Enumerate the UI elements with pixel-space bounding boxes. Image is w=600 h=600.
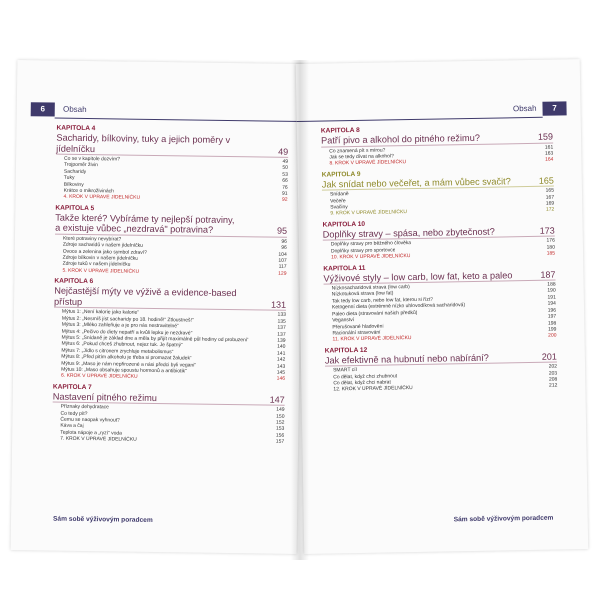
toc-entry-page: 129	[278, 270, 287, 277]
left-page	[11, 60, 304, 554]
toc-entry-title: Zdroje sacharidů v našem jídelníčku	[62, 241, 143, 250]
toc-entry-page: 104	[278, 251, 287, 258]
toc-entry-page: 156	[275, 432, 285, 439]
toc-entry-title: Svačiny	[330, 204, 348, 211]
toc-entry-title: Nízkotuková strava (low fat)	[331, 290, 394, 298]
chapter-label: KAPITOLA 11	[323, 264, 366, 273]
toc-entry-title: Ovoce a zelenina jako symbol zdraví?	[62, 248, 148, 256]
chapter-title-row	[53, 391, 285, 405]
toc-entry-page: 96	[281, 238, 287, 245]
chapter-label: KAPITOLA 12	[324, 346, 368, 355]
toc-entry-page: 137	[277, 324, 286, 331]
toc-entry-title: Co znamená pít s mírou?	[329, 146, 386, 154]
toc-entry-page: 137	[277, 331, 286, 338]
chapter-label: KAPITOLA 6	[54, 277, 94, 286]
toc-entry-title: Zdroje bílkovin v našem jídelníčku	[62, 254, 139, 262]
chapter-block	[323, 261, 556, 343]
table-of-contents-left	[52, 125, 288, 450]
toc-entry-page: 200	[548, 332, 557, 339]
chapter-title: a existuje vůbec „nezdravá" potravina?	[55, 222, 214, 236]
chapter-label: KAPITOLA 10	[322, 220, 366, 229]
chapter-title-row	[54, 286, 286, 310]
toc-entry-title: Jak se tedy dívat na alkohol?	[329, 153, 394, 161]
toc-entry-title: Mýtus 7: „Jídlo s citronem zrychluje metabolismus"	[61, 347, 174, 355]
chapter-title-row	[56, 133, 288, 157]
chapter-page-number: 173	[539, 225, 555, 236]
header-rule	[297, 117, 543, 122]
toc-entry-page: 202	[548, 363, 558, 370]
toc-entry-title: 9. KROK V ÚPRAVĚ JÍDELNÍČKU	[330, 209, 407, 217]
toc-entry-title: Teplota nápoje a „ryzí“ voda	[60, 429, 122, 437]
toc-entry-title: SMART cíl	[333, 367, 357, 374]
toc-entry-title: Mýtus 10: „Maso obsahuje spoustu hormonů a antibiotik"	[61, 366, 187, 375]
toc-entry-page: 145	[276, 369, 286, 376]
chapter-block	[53, 278, 286, 383]
toc-entry-page: 91	[282, 190, 288, 197]
toc-entry-page: 180	[546, 244, 556, 251]
chapter-block	[54, 204, 287, 277]
toc-entry-page: 135	[277, 318, 286, 325]
toc-entry-page: 53	[282, 171, 288, 178]
toc-entry-title: Doplňky stravy pro sportovce	[330, 247, 396, 255]
toc-entry-page: 196	[547, 307, 557, 314]
toc-entry-page: 140	[277, 343, 286, 351]
chapter-label: KAPITOLA 7	[52, 383, 92, 391]
header-rule	[55, 118, 303, 122]
toc-entry-title: 4. KROK V ÚPRAVĚ JÍDELNÍČKU	[63, 194, 141, 202]
toc-entry-page: 107	[278, 257, 287, 264]
toc-entry-title: Tak tedy low carb, nebo low fat, kterou si řízt?	[331, 296, 434, 305]
toc-entry-page: 176	[546, 237, 555, 245]
chapter-block	[322, 217, 555, 261]
toc-entry-page: 117	[278, 264, 287, 271]
toc-entry-page: 191	[547, 294, 556, 301]
chapter-label: KAPITOLA 8	[320, 126, 360, 135]
toc-entry-page: 167	[545, 194, 555, 201]
toc-entry-page: 96	[281, 244, 287, 252]
toc-entry-title: Krátce o mikroživinách	[63, 187, 114, 195]
toc-entry-page: 143	[276, 363, 286, 370]
toc-entry-title: Mýtus 2: „Nesmíš jíst sacharidy po 18. hodině!“ Ztloustneš!"	[61, 315, 194, 324]
toc-entry-page: 150	[276, 413, 285, 420]
toc-entry-page: 188	[547, 281, 556, 288]
toc-entry-page: 169	[545, 200, 555, 207]
chapter-title: Nastavení pitného režimu	[52, 391, 158, 403]
chapter-title: Nejčastější mýty ve výživě a evidence-based přístup	[54, 285, 237, 307]
chapter-block	[52, 383, 285, 445]
toc-entry-title: Mýtus 4: „Pečivo do diety nepatří a kvůli lepku je nezdravé"	[61, 328, 193, 336]
toc-entry-title: 7. KROK V ÚPRAVĚ JÍDELNÍČKU	[60, 435, 137, 444]
toc-entry-title: Co dělat, když chci nabrat	[333, 379, 391, 387]
toc-entry-page: 190	[547, 288, 556, 295]
toc-entry-title: 5. KROK V ÚPRAVĚ JÍDELNÍČKU	[62, 267, 140, 275]
toc-entry-title: Co se v kapitole dozvím?	[64, 155, 120, 163]
toc-entry-title: Co tedy pít?	[60, 410, 88, 417]
chapter-title: Jak snídat nebo večeřet, a mám vůbec svačit?	[321, 176, 511, 190]
toc-entry-page: 164	[545, 156, 554, 164]
page-number: 7	[542, 101, 566, 115]
chapter-title-block	[55, 212, 287, 237]
toc-entry-title: 11. KROK V ÚPRAVĚ JÍDELNÍČKU	[332, 335, 412, 343]
toc-entry-page: 76	[282, 184, 288, 191]
chapter-block	[322, 167, 555, 217]
chapter-page-number: 49	[278, 146, 289, 157]
toc-entry-page: 199	[548, 326, 557, 333]
toc-entry-title: Příznaky dehydratace	[60, 403, 110, 411]
book-gutter	[291, 60, 309, 560]
toc-entry-title: Co dělat, když chci zhubnout	[333, 372, 398, 381]
chapter-page-number: 131	[270, 299, 287, 310]
toc-entry-title: Čemu se naopak vyhnout?	[60, 416, 120, 424]
toc-entry-title: Mýtus 6: „Pokud chceš zhubnout, nejez tuk. Je špatný"	[61, 340, 183, 349]
toc-entry-title: Veganství	[332, 317, 355, 324]
chapter-title-block	[54, 286, 286, 311]
left-page-header	[31, 102, 303, 122]
chapter-title: Sacharidy, bílkoviny, tuky a jejich poměry v jídelníčku	[56, 132, 231, 154]
page-header-title: Obsah	[62, 104, 87, 115]
toc-entry-title: Mýtus 8: „Před pitím alkoholu je třeba si promazat žaludek"	[61, 353, 192, 362]
chapter-title: Doplňky stravy – spása, nebo zbytečnost?	[322, 226, 495, 240]
chapter-block	[325, 343, 558, 393]
toc-entry-title: 12. KROK V ÚPRAVĚ JÍDELNÍČKU	[333, 385, 413, 393]
toc-entry-title: Trojpoměr živin	[63, 162, 99, 169]
chapter-title-row	[55, 223, 287, 237]
toc-entry-title: Večeře	[330, 197, 346, 205]
toc-entry-page: 133	[277, 311, 286, 319]
chapter-page-number: 201	[541, 351, 557, 362]
toc-entry-title: Tuky	[63, 174, 75, 182]
toc-entry-title: Mýtus 3: „Mléko zahleňuje a je pro nás nestravitelné"	[61, 321, 179, 330]
toc-entry-title: Káva a čaj	[60, 423, 84, 430]
page-footer: Sám sobě výživovým poradcem	[52, 515, 153, 524]
toc-entry-page: 197	[547, 313, 557, 320]
toc-entry-title: Bílkoviny	[63, 181, 84, 188]
chapter-title: Patří pivo a alkohol do pitného režimu?	[320, 132, 480, 146]
toc-entry-page: 172	[545, 206, 555, 214]
chapter-page-number: 187	[540, 269, 556, 280]
right-page-header	[296, 101, 566, 122]
toc-entry-title: Paleo dieta (stravování našich předků)	[332, 309, 418, 318]
toc-entry-title: Sacharidy	[63, 168, 87, 175]
chapter-page-number: 159	[537, 131, 554, 142]
toc-entry-page: 139	[277, 337, 286, 344]
toc-entry-title: Mýtus 5: „Snídaně je základ dne a měla by přijít maximálně půl hodiny od probuzení"	[61, 334, 250, 344]
chapter-title: Takže které? Vybíráme ty nejlepší potraviny,	[55, 212, 235, 225]
chapter-title: Výživové styly – low carb, low fat, keto a paleo	[323, 269, 513, 284]
toc-entry-page: 157	[275, 438, 285, 446]
toc-entry-page: 50	[282, 165, 289, 172]
chapter-title-block	[56, 133, 288, 158]
toc-entry-page: 185	[546, 250, 556, 257]
toc-entry-page: 149	[276, 406, 285, 414]
toc-entry-title: 8. KROK V ÚPRAVĚ JÍDELNÍČKU	[329, 159, 407, 167]
chapter-block	[55, 125, 288, 204]
chapter-title: Jak efektivně na hubnutí nebo nabírání?	[324, 352, 489, 366]
chapter-label: KAPITOLA 4	[56, 124, 96, 133]
toc-entry-page: 212	[548, 382, 558, 390]
toc-entry-page: 92	[281, 197, 288, 204]
toc-entry-title: Nízkosacharidová strava (low carb)	[331, 284, 410, 292]
toc-entry-title: Ketogenní dieta (extrémně nízko uhlovodíková sacharidová)	[331, 302, 466, 311]
page-number: 6	[31, 102, 55, 116]
toc-entry-page: 163	[544, 150, 554, 157]
toc-entry-page: 152	[276, 419, 285, 426]
toc-entry-title: Mýtus 9: „Maso je nám nepřirozené a nási předci byli vegani"	[61, 360, 197, 369]
page-header-title: Obsah	[512, 103, 537, 114]
chapter-page-number: 165	[538, 175, 554, 186]
toc-entry-page: 198	[547, 320, 557, 327]
toc-entry-title: 6. KROK V ÚPRAVĚ JÍDELNÍČKU	[60, 373, 138, 381]
toc-entry-title: Doplňky stravy pro běžného člověka	[330, 240, 412, 248]
toc-entry-title: Zdroje tuků v našem jídelníčku	[62, 261, 131, 269]
toc-entry-title: Racionální stravování	[332, 329, 381, 337]
chapter-page-number: 147	[269, 394, 285, 405]
toc-entry-page: 161	[544, 144, 554, 151]
toc-entry-page: 142	[276, 356, 286, 363]
toc-entry-page: 165	[545, 187, 555, 194]
page-footer: Sám sobě výživovým poradcem	[453, 514, 554, 524]
toc-entry-title: Přerušované hladovění	[332, 323, 384, 330]
toc-entry-page: 208	[548, 376, 558, 383]
toc-entry-title: 10. KROK V ÚPRAVĚ JÍDELNÍČKU	[331, 253, 411, 261]
toc-entry-page: 203	[548, 370, 558, 377]
toc-entry-page: 66	[282, 177, 288, 185]
toc-entry-title: Snídaně	[329, 191, 349, 198]
right-page	[296, 59, 589, 554]
toc-entry-title: Mýtus 1: „Není kalorie jako kalorie"	[61, 308, 140, 317]
chapter-label: KAPITOLA 5	[55, 204, 95, 212]
table-of-contents-right	[321, 124, 558, 398]
chapter-page-number: 95	[277, 226, 288, 237]
toc-entry-page: 153	[275, 426, 285, 433]
toc-entry-page: 194	[547, 300, 557, 307]
toc-entry-page: 49	[282, 158, 289, 165]
toc-entry-title: Které potraviny nevybírat?	[62, 235, 122, 243]
toc-entry-page: 141	[276, 350, 286, 357]
chapter-block	[321, 124, 554, 168]
chapter-label: KAPITOLA 9	[321, 170, 361, 179]
toc-entry-page: 146	[276, 376, 286, 383]
